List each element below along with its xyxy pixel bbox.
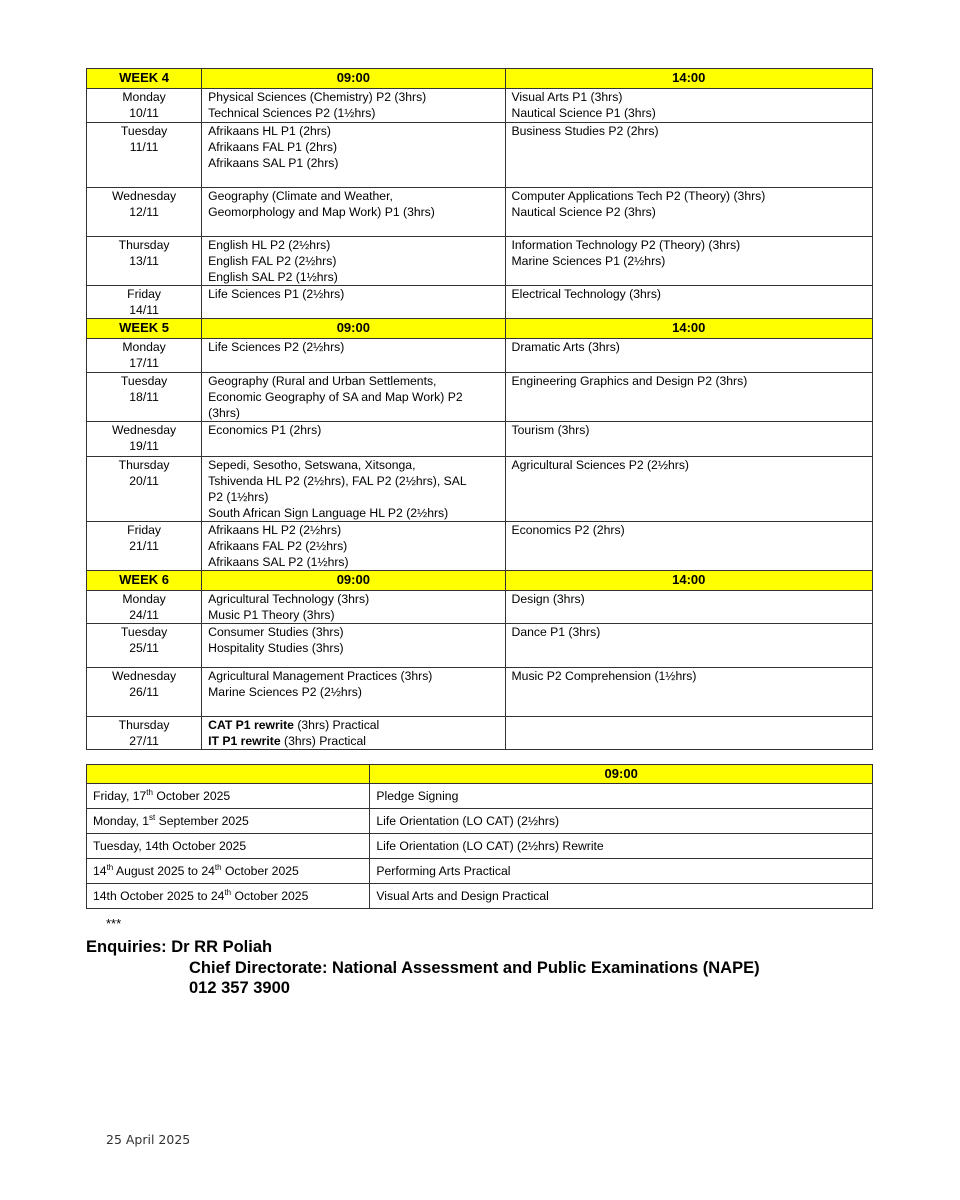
weekday: Tuesday <box>120 625 168 639</box>
week-header-row <box>87 319 873 339</box>
date-text: Tuesday, 14th October 2025 <box>93 839 247 853</box>
paper-entry: Computer Applications Tech P2 (Theory) (3hrs) <box>511 189 766 203</box>
afternoon-papers <box>505 286 872 319</box>
exam-date: 11/11 <box>129 140 159 154</box>
paper-entry: English SAL P2 (1½hrs) <box>208 270 338 284</box>
morning-papers <box>202 457 505 522</box>
morning-papers <box>202 237 505 286</box>
exam-timetable <box>86 68 873 750</box>
paper-entry: Sepedi, Sesotho, Setswana, Xitsonga, <box>208 458 416 472</box>
exam-day-row <box>87 422 873 457</box>
date-ordinal: th <box>106 862 114 872</box>
rewrite-detail: (3hrs) Practical <box>280 734 366 748</box>
week-label: WEEK 4 <box>87 69 202 89</box>
assessment-row <box>87 834 873 859</box>
paper-entry: Afrikaans HL P2 (2½hrs) <box>208 523 342 537</box>
exam-date: 24/11 <box>129 608 159 622</box>
afternoon-papers <box>505 457 872 522</box>
paper-entry: Music P1 Theory (3hrs) <box>208 608 335 622</box>
paper-entry: Information Technology P2 (Theory) (3hrs) <box>511 238 741 252</box>
date-text: Friday, 17 <box>93 789 147 803</box>
session-am-label: 09:00 <box>202 69 505 89</box>
enquiries-phone: 012 357 3900 <box>189 979 290 997</box>
afternoon-papers <box>505 188 872 237</box>
paper-entry: P2 (1½hrs) <box>208 490 269 504</box>
assessment-date <box>87 884 370 909</box>
exam-day-row <box>87 522 873 571</box>
day-cell <box>87 123 202 188</box>
date-ordinal: th <box>224 887 232 897</box>
assessment-subject: Performing Arts Practical <box>370 859 873 884</box>
day-cell <box>87 668 202 717</box>
assessment-subject: Pledge Signing <box>370 784 873 809</box>
exam-date: 13/11 <box>129 254 159 268</box>
paper-entry: Dramatic Arts (3hrs) <box>511 340 620 354</box>
paper-entry: Geography (Climate and Weather, <box>208 189 393 203</box>
afternoon-papers <box>505 624 872 668</box>
paper-entry: South African Sign Language HL P2 (2½hrs) <box>208 506 449 520</box>
day-cell <box>87 591 202 624</box>
day-cell <box>87 624 202 668</box>
assessment-row <box>87 884 873 909</box>
paper-entry: Design (3hrs) <box>511 592 585 606</box>
paper-entry: Nautical Science P1 (3hrs) <box>511 106 656 120</box>
paper-entry: Marine Sciences P1 (2½hrs) <box>511 254 666 268</box>
paper-entry: Consumer Studies (3hrs) <box>208 625 344 639</box>
day-cell <box>87 89 202 123</box>
weekday: Wednesday <box>112 669 177 683</box>
paper-entry: Geomorphology and Map Work) P1 (3hrs) <box>208 205 435 219</box>
enquiries-contact: Enquiries: Dr RR Poliah <box>86 938 273 956</box>
paper-entry: Life Sciences P2 (2½hrs) <box>208 340 345 354</box>
assessment-row <box>87 784 873 809</box>
enquiries-directorate: Chief Directorate: National Assessment and Public Examinations (NAPE) <box>189 959 760 977</box>
paper-entry: English HL P2 (2½hrs) <box>208 238 331 252</box>
weekday: Thursday <box>118 718 170 732</box>
other-header-time: 09:00 <box>370 765 873 784</box>
paper-entry: Afrikaans HL P1 (2hrs) <box>208 124 331 138</box>
morning-papers <box>202 286 505 319</box>
date-text: 14th October 2025 to 24 <box>93 889 225 903</box>
exam-day-row <box>87 188 873 237</box>
day-cell <box>87 422 202 457</box>
paper-entry: Nautical Science P2 (3hrs) <box>511 205 656 219</box>
morning-papers <box>202 717 505 750</box>
week-header-row <box>87 69 873 89</box>
paper-entry: Electrical Technology (3hrs) <box>511 287 661 301</box>
morning-papers <box>202 624 505 668</box>
paper-entry: Tshivenda HL P2 (2½hrs), FAL P2 (2½hrs), SAL <box>208 474 467 488</box>
assessment-subject: Visual Arts and Design Practical <box>370 884 873 909</box>
morning-papers <box>202 89 505 123</box>
paper-entry: Engineering Graphics and Design P2 (3hrs) <box>511 374 748 388</box>
exam-date: 26/11 <box>129 685 159 699</box>
paper-entry: Life Sciences P1 (2½hrs) <box>208 287 345 301</box>
paper-entry: Visual Arts P1 (3hrs) <box>511 90 623 104</box>
exam-date: 21/11 <box>129 539 159 553</box>
paper-entry: Geography (Rural and Urban Settlements, <box>208 374 437 388</box>
exam-date: 14/11 <box>129 303 159 317</box>
exam-day-row <box>87 237 873 286</box>
afternoon-papers <box>505 668 872 717</box>
morning-papers <box>202 339 505 373</box>
exam-day-row <box>87 373 873 422</box>
week-label: WEEK 6 <box>87 571 202 591</box>
date-text: 14 <box>93 864 107 878</box>
morning-papers <box>202 188 505 237</box>
day-cell <box>87 717 202 750</box>
exam-date: 20/11 <box>129 474 159 488</box>
date-text: Monday, 1 <box>93 814 150 828</box>
morning-papers <box>202 522 505 571</box>
paper-entry: Business Studies P2 (2hrs) <box>511 124 659 138</box>
paper-entry: Dance P1 (3hrs) <box>511 625 601 639</box>
weekday: Monday <box>122 592 166 606</box>
exam-day-row <box>87 624 873 668</box>
afternoon-papers <box>505 123 872 188</box>
other-assessments-table <box>86 764 873 909</box>
exam-day-row <box>87 89 873 123</box>
assessment-date <box>87 784 370 809</box>
session-am-label: 09:00 <box>202 571 505 591</box>
date-text: October 2025 <box>152 789 231 803</box>
rewrite-detail: (3hrs) Practical <box>293 718 380 732</box>
document-date: 25 April 2025 <box>106 1132 191 1147</box>
paper-entry: (3hrs) <box>208 406 240 420</box>
assessment-subject: Life Orientation (LO CAT) (2½hrs) <box>370 809 873 834</box>
rewrite-title: IT P1 rewrite <box>208 734 281 748</box>
assessment-row <box>87 859 873 884</box>
exam-date: 12/11 <box>129 205 159 219</box>
week-header-row <box>87 571 873 591</box>
other-header-blank <box>87 765 370 784</box>
weekday: Monday <box>122 90 166 104</box>
assessment-date <box>87 809 370 834</box>
assessment-date <box>87 859 370 884</box>
paper-entry: Economic Geography of SA and Map Work) P2 <box>208 390 463 404</box>
afternoon-papers <box>505 717 872 750</box>
date-ordinal: st <box>149 812 156 822</box>
date-text: October 2025 <box>221 864 299 878</box>
morning-papers <box>202 591 505 624</box>
weekday: Wednesday <box>112 423 177 437</box>
paper-entry: Afrikaans SAL P1 (2hrs) <box>208 156 339 170</box>
date-text: September 2025 <box>155 814 249 828</box>
exam-day-row <box>87 339 873 373</box>
exam-day-row <box>87 717 873 750</box>
date-text: October 2025 <box>231 889 309 903</box>
day-cell <box>87 237 202 286</box>
date-ordinal: th <box>214 862 222 872</box>
paper-entry: Marine Sciences P2 (2½hrs) <box>208 685 362 699</box>
day-cell <box>87 188 202 237</box>
session-pm-label: 14:00 <box>505 319 872 339</box>
afternoon-papers <box>505 237 872 286</box>
afternoon-papers <box>505 339 872 373</box>
day-cell <box>87 339 202 373</box>
afternoon-papers <box>505 591 872 624</box>
rewrite-title: CAT P1 rewrite <box>208 718 294 732</box>
exam-day-row <box>87 286 873 319</box>
weekday: Friday <box>127 287 161 301</box>
weekday: Thursday <box>118 238 170 252</box>
paper-entry: Agricultural Management Practices (3hrs) <box>208 669 433 683</box>
weekday: Monday <box>122 340 166 354</box>
morning-papers <box>202 123 505 188</box>
paper-entry: Technical Sciences P2 (1½hrs) <box>208 106 376 120</box>
paper-entry: Music P2 Comprehension (1½hrs) <box>511 669 697 683</box>
separator-stars: *** <box>106 916 122 931</box>
morning-papers <box>202 373 505 422</box>
paper-entry: English FAL P2 (2½hrs) <box>208 254 337 268</box>
day-cell <box>87 286 202 319</box>
exam-date: 25/11 <box>129 641 159 655</box>
exam-date: 10/11 <box>129 106 159 120</box>
morning-papers <box>202 668 505 717</box>
session-pm-label: 14:00 <box>505 571 872 591</box>
paper-entry: Afrikaans FAL P1 (2hrs) <box>208 140 338 154</box>
paper-entry <box>208 733 498 749</box>
paper-entry: Economics P1 (2hrs) <box>208 423 322 437</box>
date-text: August 2025 to 24 <box>113 864 215 878</box>
weekday: Friday <box>127 523 161 537</box>
afternoon-papers <box>505 522 872 571</box>
exam-day-row <box>87 123 873 188</box>
exam-date: 17/11 <box>129 356 159 370</box>
assessment-date <box>87 834 370 859</box>
assessment-row <box>87 809 873 834</box>
exam-day-row <box>87 591 873 624</box>
weekday: Tuesday <box>120 374 168 388</box>
afternoon-papers <box>505 373 872 422</box>
paper-entry: Physical Sciences (Chemistry) P2 (3hrs) <box>208 90 427 104</box>
paper-entry: Agricultural Technology (3hrs) <box>208 592 370 606</box>
date-ordinal: th <box>146 787 153 797</box>
paper-entry: Afrikaans FAL P2 (2½hrs) <box>208 539 348 553</box>
exam-date: 18/11 <box>129 390 159 404</box>
session-pm-label: 14:00 <box>505 69 872 89</box>
paper-entry: Economics P2 (2hrs) <box>511 523 625 537</box>
week-label: WEEK 5 <box>87 319 202 339</box>
day-cell <box>87 522 202 571</box>
paper-entry: Tourism (3hrs) <box>511 423 590 437</box>
exam-day-row <box>87 668 873 717</box>
other-header-row <box>87 765 873 784</box>
exam-date: 19/11 <box>129 439 159 453</box>
day-cell <box>87 373 202 422</box>
paper-entry: Afrikaans SAL P2 (1½hrs) <box>208 555 349 569</box>
day-cell <box>87 457 202 522</box>
paper-entry <box>208 717 498 733</box>
session-am-label: 09:00 <box>202 319 505 339</box>
afternoon-papers <box>505 422 872 457</box>
assessment-subject: Life Orientation (LO CAT) (2½hrs) Rewrite <box>370 834 873 859</box>
weekday: Thursday <box>118 458 170 472</box>
weekday: Tuesday <box>120 124 168 138</box>
exam-date: 27/11 <box>129 734 159 748</box>
paper-entry: Hospitality Studies (3hrs) <box>208 641 344 655</box>
exam-day-row <box>87 457 873 522</box>
morning-papers <box>202 422 505 457</box>
paper-entry: Agricultural Sciences P2 (2½hrs) <box>511 458 689 472</box>
afternoon-papers <box>505 89 872 123</box>
weekday: Wednesday <box>112 189 177 203</box>
